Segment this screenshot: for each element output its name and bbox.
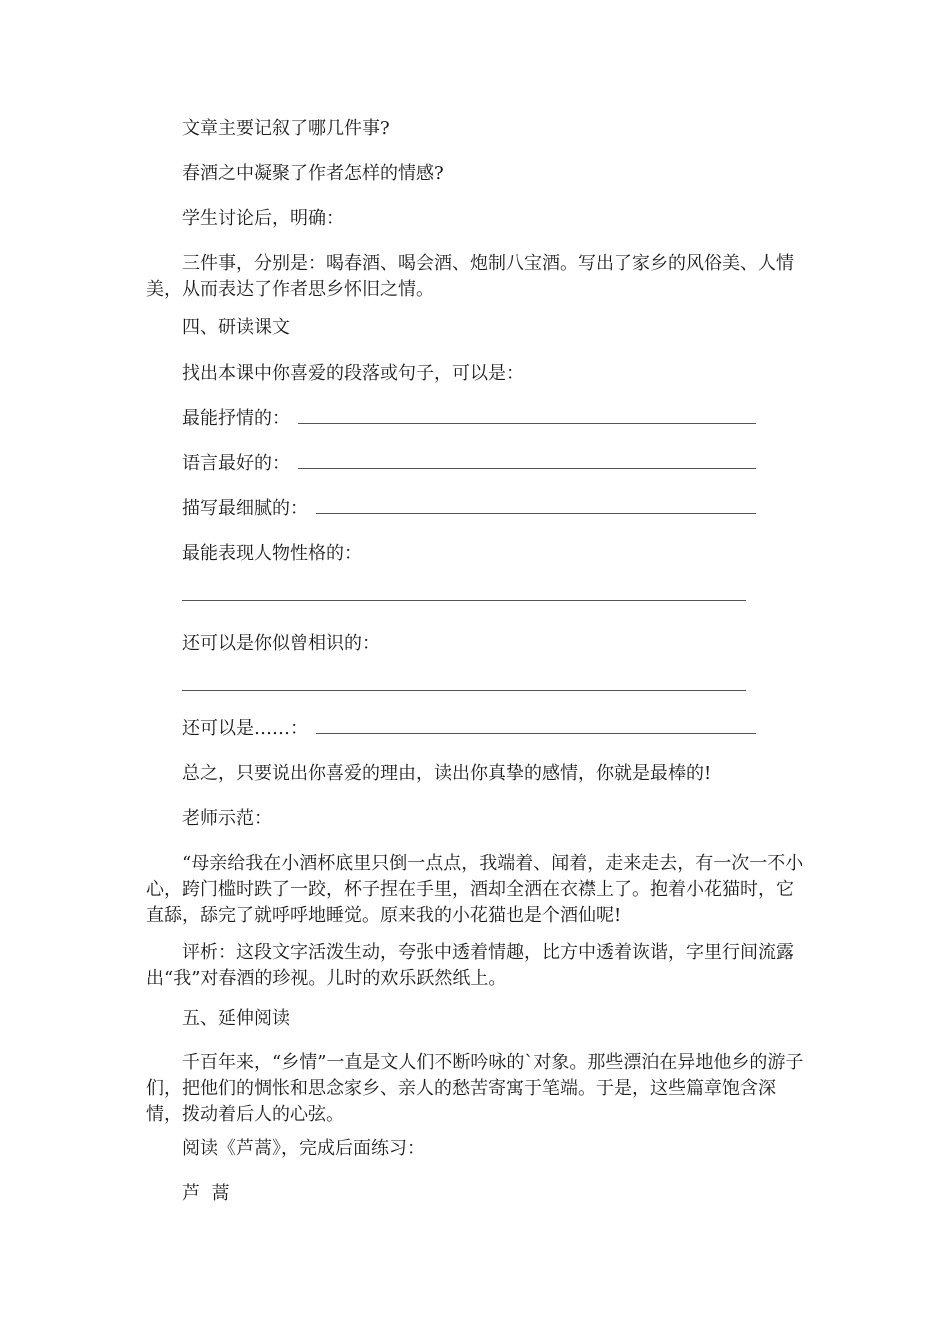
label-familiar: 还可以是你似曾相识的：: [182, 633, 380, 654]
comment-paragraph: 评析：这段文字活泼生动，夸张中透着情趣，比方中透着诙谐，字里行间流露出“我”对春酒的珍视。儿时的欢乐跃然纸上。: [146, 942, 794, 989]
blank-line-character[interactable]: [182, 600, 746, 601]
teacher-demo-label: 老师示范：: [182, 808, 272, 829]
label-best-language: 语言最好的：: [182, 453, 290, 474]
answer-paragraph: 三件事，分别是：喝春酒、喝会酒、炮制八宝酒。写出了家乡的风俗美、人情美，从而表达了作者思乡怀旧之情。: [146, 253, 794, 300]
label-other: 还可以是……：: [182, 718, 308, 739]
label-most-emotional: 最能抒情的：: [182, 408, 290, 429]
blank-line-detailed[interactable]: [316, 513, 756, 514]
summary-paragraph: 总之，只要说出你喜爱的理由，读出你真挚的感情，你就是最棒的!: [182, 763, 712, 784]
discussion-intro: 学生讨论后，明确：: [182, 208, 344, 229]
reading-instruction: 阅读《芦蒿》，完成后面练习：: [182, 1138, 425, 1159]
section-heading-5: 五、延伸阅读: [182, 1008, 290, 1029]
blank-line-familiar[interactable]: [182, 690, 746, 691]
question-events: 文章主要记叙了哪几件事?: [182, 118, 390, 139]
extend-paragraph: 千百年来，“乡情”一直是文人们不断吟咏的`对象。那些漂泊在异地他乡的游子们，把他们的惆怅和思念家乡、亲人的愁苦寄寓于笔端。于是，这些篇章饱含深情，拨动着后人的心弦。: [146, 1052, 804, 1125]
find-instruction: 找出本课中你喜爱的段落或句子，可以是：: [182, 363, 524, 384]
quote-paragraph: “母亲给我在小酒杯底里只倒一点点，我端着、闻着，走来走去，有一次一不小心，跨门槛时跌了一跤，杯子捏在手里，酒却全洒在衣襟上了。抱着小花猫时，它直舔，舔完了就呼呼地睡觉。原来我的小花猫也是个酒仙呢!: [146, 853, 804, 926]
blank-line-language[interactable]: [298, 468, 756, 469]
section-heading-4: 四、研读课文: [182, 317, 290, 338]
blank-line-other[interactable]: [316, 733, 756, 734]
question-emotion: 春酒之中凝聚了作者怎样的情感?: [182, 163, 444, 184]
article-title: 芦 蒿: [182, 1183, 230, 1204]
label-character: 最能表现人物性格的：: [182, 543, 362, 564]
label-most-detailed: 描写最细腻的：: [182, 498, 308, 519]
blank-line-emotional[interactable]: [298, 423, 756, 424]
